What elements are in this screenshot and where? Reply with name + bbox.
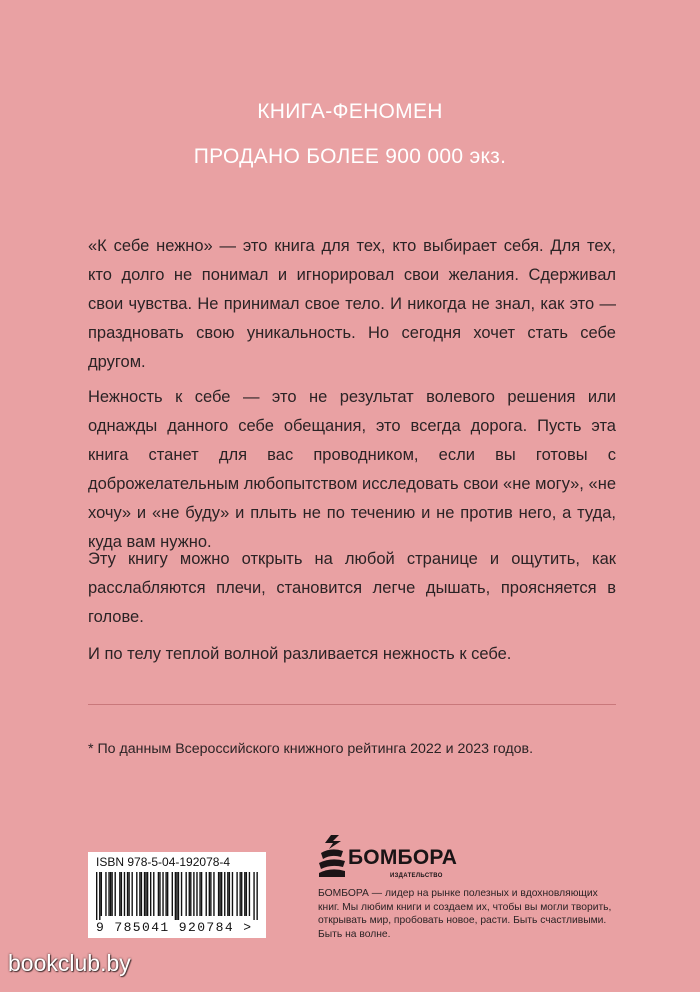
barcode-bar <box>136 872 137 916</box>
barcode-bar <box>209 872 210 916</box>
barcode-bar <box>176 872 177 920</box>
barcode-bar <box>162 872 163 916</box>
publisher-blurb: БОМБОРА — лидер на рынке полезных и вдохновляющих книг. Мы любим книги и создаем их, чтобы вы могли творить, открывать мир, пробовать новое, расти. Быть счастливыми. Быть на волне. <box>318 888 612 940</box>
barcode-bar <box>193 872 194 916</box>
barcode-bar <box>175 872 176 920</box>
barcode-bar <box>227 872 228 916</box>
site-watermark: bookclub.by <box>8 950 131 976</box>
barcode-bar <box>219 872 220 916</box>
barcode-bar <box>218 872 219 916</box>
barcode-bar <box>210 872 211 916</box>
isbn-barcode <box>88 852 266 938</box>
barcode-bar <box>121 872 122 916</box>
barcode-bar <box>241 872 242 916</box>
barcode-bar <box>131 872 132 916</box>
barcode-bar <box>115 872 116 916</box>
publisher-name: БОМБОРА <box>348 846 458 869</box>
barcode-bar <box>108 872 109 916</box>
footnote: * По данным Всероссийского книжного рейтинга 2022 и 2023 годов. <box>88 741 534 757</box>
barcode-bar <box>201 872 202 916</box>
barcode-bar <box>147 872 148 916</box>
barcode-bar <box>190 872 191 916</box>
barcode-bar <box>99 872 100 920</box>
barcode-bar <box>229 872 230 916</box>
description-paragraph-3: Эту книгу можно открыть на любой странице и ощутить, как расслабляются плечи, становится легче дышать, проясняется в голове. <box>88 550 616 626</box>
barcode-bar <box>172 872 173 916</box>
bombora-wave-icon <box>317 833 347 879</box>
barcode-bar <box>124 872 125 916</box>
barcode-bar <box>256 872 257 920</box>
headline-phenomenon: КНИГА-ФЕНОМЕН <box>257 100 443 123</box>
description-paragraph-1: «К себе нежно» — это книга для тех, кто выбирает себя. Для тех, кто долго не понимал и игнорировал свои желания. Сдерживал свои чувства. Не принимал свое тело. И никогда не знал, как это — праздновать свою уникальность. Но сегодня хочет стать себе другом. <box>88 237 616 371</box>
barcode-bar <box>236 872 237 916</box>
publisher-logo <box>317 833 467 879</box>
barcode-digits: 9 785041 920784 > <box>96 920 253 935</box>
barcode-bar <box>101 872 102 916</box>
headline-sales: ПРОДАНО БОЛЕЕ 900 000 экз. <box>193 145 507 168</box>
barcode-bar <box>253 872 254 920</box>
barcode-bar <box>165 872 166 916</box>
barcode-bar <box>105 872 106 916</box>
barcode-bar <box>224 872 225 916</box>
publisher-subtitle: ИЗДАТЕЛЬСТВО <box>390 873 443 879</box>
barcode-bar <box>206 872 207 916</box>
barcode-bar <box>159 872 160 916</box>
barcode-bar <box>189 872 190 916</box>
barcode-bar <box>128 872 129 916</box>
barcode-bar <box>127 872 128 916</box>
barcode-bar <box>167 872 168 916</box>
barcode-bar <box>145 872 146 916</box>
barcode-bar <box>232 872 233 916</box>
barcode-bar <box>185 872 186 916</box>
divider-line <box>88 704 616 705</box>
barcode-bar <box>181 872 182 916</box>
barcode-bar <box>244 872 245 916</box>
barcode-bar <box>153 872 154 916</box>
barcode-bar <box>96 872 97 920</box>
description-paragraph-2: Нежность к себе — это не результат волевого решения или однажды данного себе обещания, это всегда дорога. Пусть эта книга станет для вас проводником, если вы готовы с доброжелательным любопытством исследовать свои «не могу», «не хочу» и «не буду» и плыть не по течению и не против него, а туда, куда вам нужно. <box>88 388 616 551</box>
barcode-bar <box>199 872 200 916</box>
barcode-bar <box>110 872 111 916</box>
barcode-bar <box>119 872 120 916</box>
barcode-bar <box>139 872 140 916</box>
description-paragraph-4: И по телу теплой волной разливается нежность к себе. <box>88 645 512 663</box>
barcode-bar <box>239 872 240 916</box>
barcode-bars <box>96 872 258 920</box>
isbn-label: ISBN 978-5-04-192078-4 <box>96 855 231 869</box>
barcode-bar <box>178 872 179 920</box>
barcode-bar <box>221 872 222 916</box>
barcode-bar <box>141 872 142 916</box>
barcode-bar <box>111 872 112 916</box>
barcode-bar <box>150 872 151 916</box>
barcode-bar <box>246 872 247 916</box>
barcode-bar <box>249 872 250 916</box>
barcode-bar <box>213 872 214 916</box>
barcode-bar <box>144 872 145 916</box>
barcode-bar <box>196 872 197 916</box>
barcode-bar <box>158 872 159 916</box>
